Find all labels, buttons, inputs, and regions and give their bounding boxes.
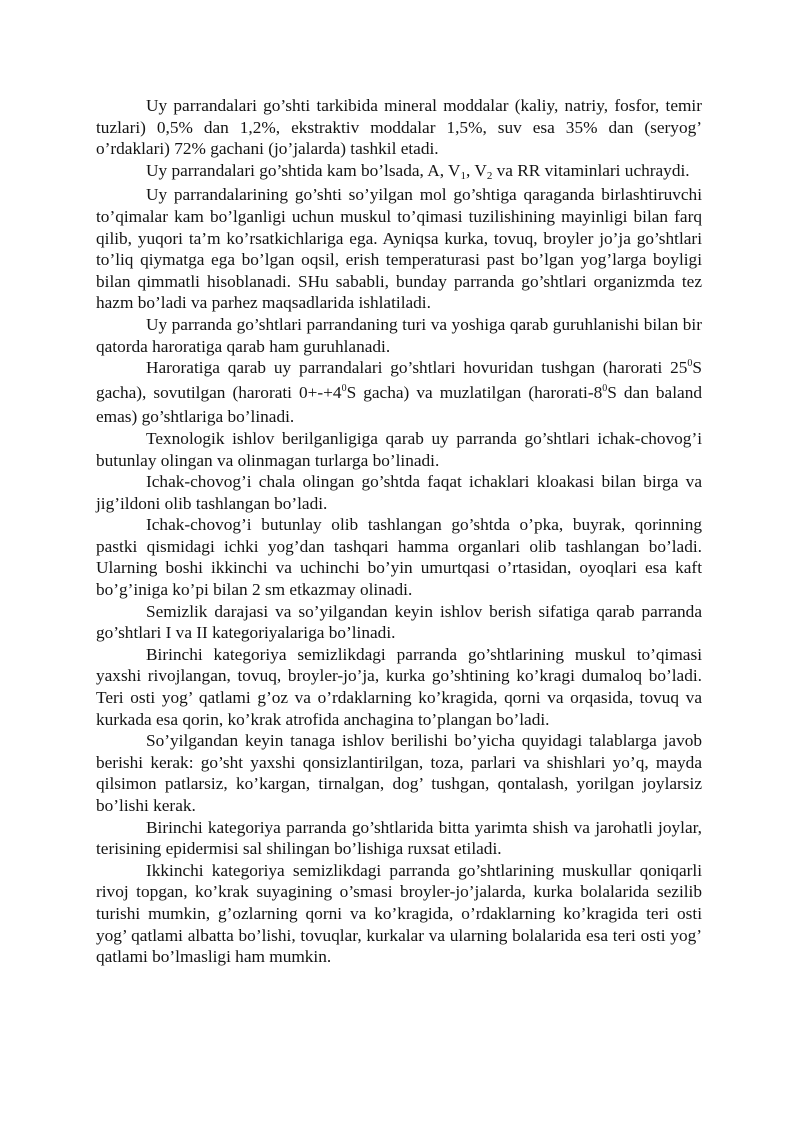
vitamins-text-c: va RR vitaminlari uchraydi. — [492, 160, 690, 180]
paragraph-partial-evisceration: Ichak-chovog’i chala olingan go’shtda faqat ichaklari kloakasi bilan birga va jig’ildoni olib tashlangan bo’ladi. — [96, 472, 702, 513]
paragraph-first-category-defects: Birinchi kategoriya parranda go’shtlarida bitta yarimta shish va jarohatli joylar, terisining epidermisi sal shilingan bo’lishiga ruxsat etiladi. — [96, 817, 702, 859]
vitamin-subscript-2: 2 — [486, 169, 493, 182]
paragraph-grouping: Uy parranda go’shtlari parrandaning turi va yoshiga qarab guruhlanishi bilan bir qatorda haroratiga qarab ham guruhlanadi. — [96, 314, 702, 356]
paragraph-first-category: Birinchi kategoriya semizlikdagi parranda go’shtlarining muskul to’qimasi yaxshi rivojlangan, tovuq, broyler-jo’ja, kurka go’shtining ko’kragi dumaloq bo’ladi. Teri osti yog’ qatlami g’oz va o’rdaklarning ko’kragida, qorni va orqasida, tovuq va kurkada esa qorin, ko’krak atrofida anchagina to’plangan bo’ladi. — [96, 644, 702, 729]
temperature-text-4: S dan baland emas) go’shtlariga bo’linadi. — [96, 382, 702, 427]
paragraph-meat-quality: Uy parrandalarining go’shti so’yilgan mol go’shtiga qaraganda birlashtiruvchi to’qimalar kam bo’lganligi uchun muskul to’qimasi tuzilishining mayinligi bilan farq qilib, yuqori ta’m ko’rsatkichlariga ega. Ayniqsa kurka, tovuq, broyler jo’ja go’shtlari to’liq qiymatga ega bo’lgan oqsil, erish temperaturasi past bo’lgan yog’larga boyligi bilan qimmatli hisoblanadi. SHu sababli, bunday parranda go’shtlari organizmda tez hazm bo’ladi va parhez maqsadlarida ishlatiladi. — [96, 185, 702, 313]
paragraph-temperature — [96, 357, 702, 428]
paragraph-requirements: So’yilgandan keyin tanaga ishlov berilishi bo’yicha quyidagi talablarga javob berishi kerak: go’sht yaxshi qonsizlantirilgan, toza, parlari va shishlari yo’q, mayda qilsimon patlarsiz, ko’kargan, tirnalgan, dog’ tushgan, qontalash, yorilgan joylarsiz bo’lishi kerak. — [96, 731, 702, 815]
paragraph-categories: Semizlik darajasi va so’yilgandan keyin ishlov berish sifatiga qarab parranda go’shtlari I va II kategoriyalariga bo’linadi. — [96, 601, 702, 643]
vitamin-subscript-1: 1 — [460, 169, 467, 182]
paragraph-mineral-content: Uy parrandalari go’shti tarkibida mineral moddalar (kaliy, natriy, fosfor, temir tuzlari) 0,5% dan 1,2%, ekstraktiv moddalar 1,5%, suv esa 35% dan (seryog’ o’rdaklari) 72% gachani (jo’jalarda) tashkil etadi. — [96, 96, 702, 159]
paragraph-vitamins — [96, 160, 702, 185]
degree-superscript-3: 0 — [602, 382, 608, 394]
degree-superscript-2: 0 — [341, 382, 347, 394]
document-page — [96, 95, 702, 968]
vitamins-text-a: Uy parrandalari go’shtida kam bo’lsada, A, V — [146, 160, 461, 180]
paragraph-processing: Texnologik ishlov berilganligiga qarab uy parranda go’shtlari ichak-chovog’i butunlay olingan va olinmagan turlarga bo’linadi. — [96, 428, 702, 470]
temperature-text-3: S gacha) va muzlatilgan (harorati-8 — [346, 382, 603, 402]
paragraph-second-category: Ikkinchi kategoriya semizlikdagi parranda go’shtlarining muskullar qoniqarli rivoj topgan, ko’krak suyagining o’smasi broyler-jo’jalarda, kurka bolalarida sezilib turishi mumkin, g’ozlarning qorni va ko’kragida, o’rdaklarning ko’kragida teri osti yog’ qatlami albatta bo’lishi, tovuqlar, kurkalar va ularning bolalarida esa teri osti yog’ qatlami bo’lmasligi ham mumkin. — [96, 860, 702, 967]
degree-superscript-1: 0 — [687, 358, 693, 370]
vitamins-text-b: , V — [466, 160, 487, 180]
temperature-text-1: Haroratiga qarab uy parrandalari go’shtlari hovuridan tushgan (harorati 25 — [146, 358, 688, 378]
temperature-text-2: S gacha), sovutilgan (harorati 0+-+4 — [96, 358, 702, 402]
paragraph-full-evisceration: Ichak-chovog’i butunlay olib tashlangan go’shtda o’pka, buyrak, qorinning pastki qismidagi ichki yog’dan tashqari hamma organlari olib tashlangan bo’ladi. Ularning boshi ikkinchi va uchinchi bo’yin umurtqasi o’rtasidan, oyoqlari esa kaft bo’g’iniga ko’pi bilan 2 sm etkazmay olinadi. — [96, 515, 702, 600]
